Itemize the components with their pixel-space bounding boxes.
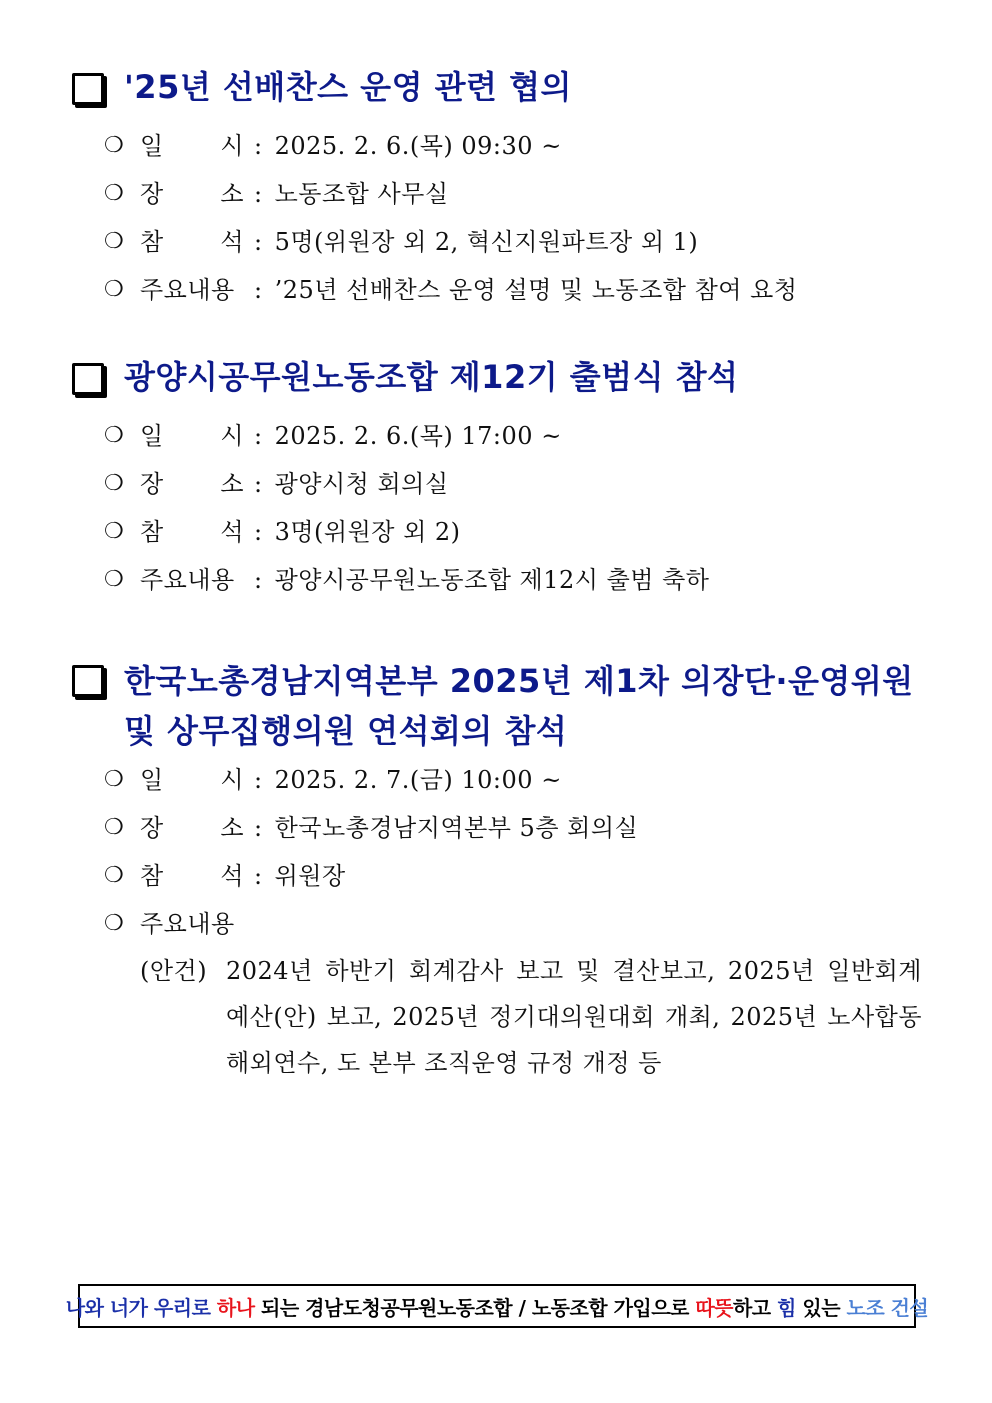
section-3-title: 한국노총경남지역본부 2025년 제1차 의장단·운영위원 및 상무집행의원 연석회의 참석 [124,662,914,750]
detail-row-content: ❍ 주요내용 [104,900,922,948]
detail-value: 3명(위원장 외 2) [274,518,461,546]
detail-value: 광양시청 회의실 [274,470,449,498]
slogan-part: 하나 [216,1295,255,1320]
section-1-title: '25년 선배찬스 운영 관련 협의 [124,68,572,106]
circle-bullet-icon: ❍ [104,567,125,592]
slogan-part: 힘 [777,1295,796,1320]
circle-bullet-icon: ❍ [104,423,125,448]
slogan-part: 하고 [732,1295,778,1320]
slogan-part: 나와 너가 우리로 [65,1295,217,1320]
slogan-part: 있는 [795,1295,847,1320]
circle-bullet-icon: ❍ [104,863,125,888]
detail-row-attendees: ❍ 참 석 : 5명(위원장 외 2, 혁신지원파트장 외 1) [104,218,922,266]
circle-bullet-icon: ❍ [104,519,125,544]
agenda-block [140,948,922,1086]
circle-bullet-icon: ❍ [104,277,125,302]
detail-row-content: ❍ 주요내용 : ’25년 선배찬스 운영 설명 및 노동조합 참여 요청 [104,266,922,314]
detail-row-place: ❍ 장 소 : 한국노총경남지역본부 5층 회의실 [104,804,922,852]
section-2-title: 광양시공무원노동조합 제12기 출범식 참석 [124,358,739,396]
checkbox-icon [72,665,104,697]
detail-row-date: ❍ 일 시 : 2025. 2. 6.(목) 09:30 ~ [104,122,922,170]
section-1-heading [70,64,922,110]
detail-row-attendees: ❍ 참 석 : 위원장 [104,852,922,900]
slogan-part: 노조 건설 [846,1295,929,1320]
detail-row-content: ❍ 주요내용 : 광양시공무원노동조합 제12시 출범 축하 [104,556,922,604]
detail-row-attendees: ❍ 참 석 : 3명(위원장 외 2) [104,508,922,556]
circle-bullet-icon: ❍ [104,471,125,496]
section-2-heading [70,354,922,400]
slogan-part: 되는 경남도청공무원노동조합 / 노동조합 가입으로 [254,1295,696,1320]
detail-value: 노동조합 사무실 [274,180,449,208]
circle-bullet-icon: ❍ [104,767,125,792]
detail-value: 위원장 [274,862,346,890]
circle-bullet-icon: ❍ [104,133,125,158]
agenda-text: 2024년 하반기 회계감사 보고 및 결산보고, 2025년 일반회계 예산(안) 보고, 2025년 정기대의원대회 개최, 2025년 노사합동 해외연수, 도 본부 조직운영 규정 개정 등 [226,957,922,1077]
detail-value: 광양시공무원노동조합 제12시 출범 축하 [274,566,710,594]
circle-bullet-icon: ❍ [104,181,125,206]
detail-value: 2025. 2. 6.(목) 09:30 ~ [274,132,562,160]
detail-value: ’25년 선배찬스 운영 설명 및 노동조합 참여 요청 [274,276,798,304]
circle-bullet-icon: ❍ [104,911,125,936]
circle-bullet-icon: ❍ [104,815,125,840]
slogan-part: 따뜻 [695,1295,733,1320]
section-3 [70,656,922,1086]
detail-value: 2025. 2. 6.(목) 17:00 ~ [274,422,562,450]
footer-slogan-box [65,1284,929,1328]
checkbox-icon [72,73,104,105]
detail-row-place: ❍ 장 소 : 광양시청 회의실 [104,460,922,508]
section-2 [70,354,922,604]
section-1 [70,64,922,314]
section-3-heading [70,656,922,756]
detail-row-date: ❍ 일 시 : 2025. 2. 6.(목) 17:00 ~ [104,412,922,460]
circle-bullet-icon: ❍ [104,229,125,254]
detail-value: 2025. 2. 7.(금) 10:00 ~ [274,766,562,794]
detail-row-date: ❍ 일 시 : 2025. 2. 7.(금) 10:00 ~ [104,756,922,804]
agenda-tag: (안건) [140,957,208,985]
detail-value: 5명(위원장 외 2, 혁신지원파트장 외 1) [274,228,699,256]
detail-value: 한국노총경남지역본부 5층 회의실 [274,814,639,842]
checkbox-icon [72,363,104,395]
detail-row-place: ❍ 장 소 : 노동조합 사무실 [104,170,922,218]
